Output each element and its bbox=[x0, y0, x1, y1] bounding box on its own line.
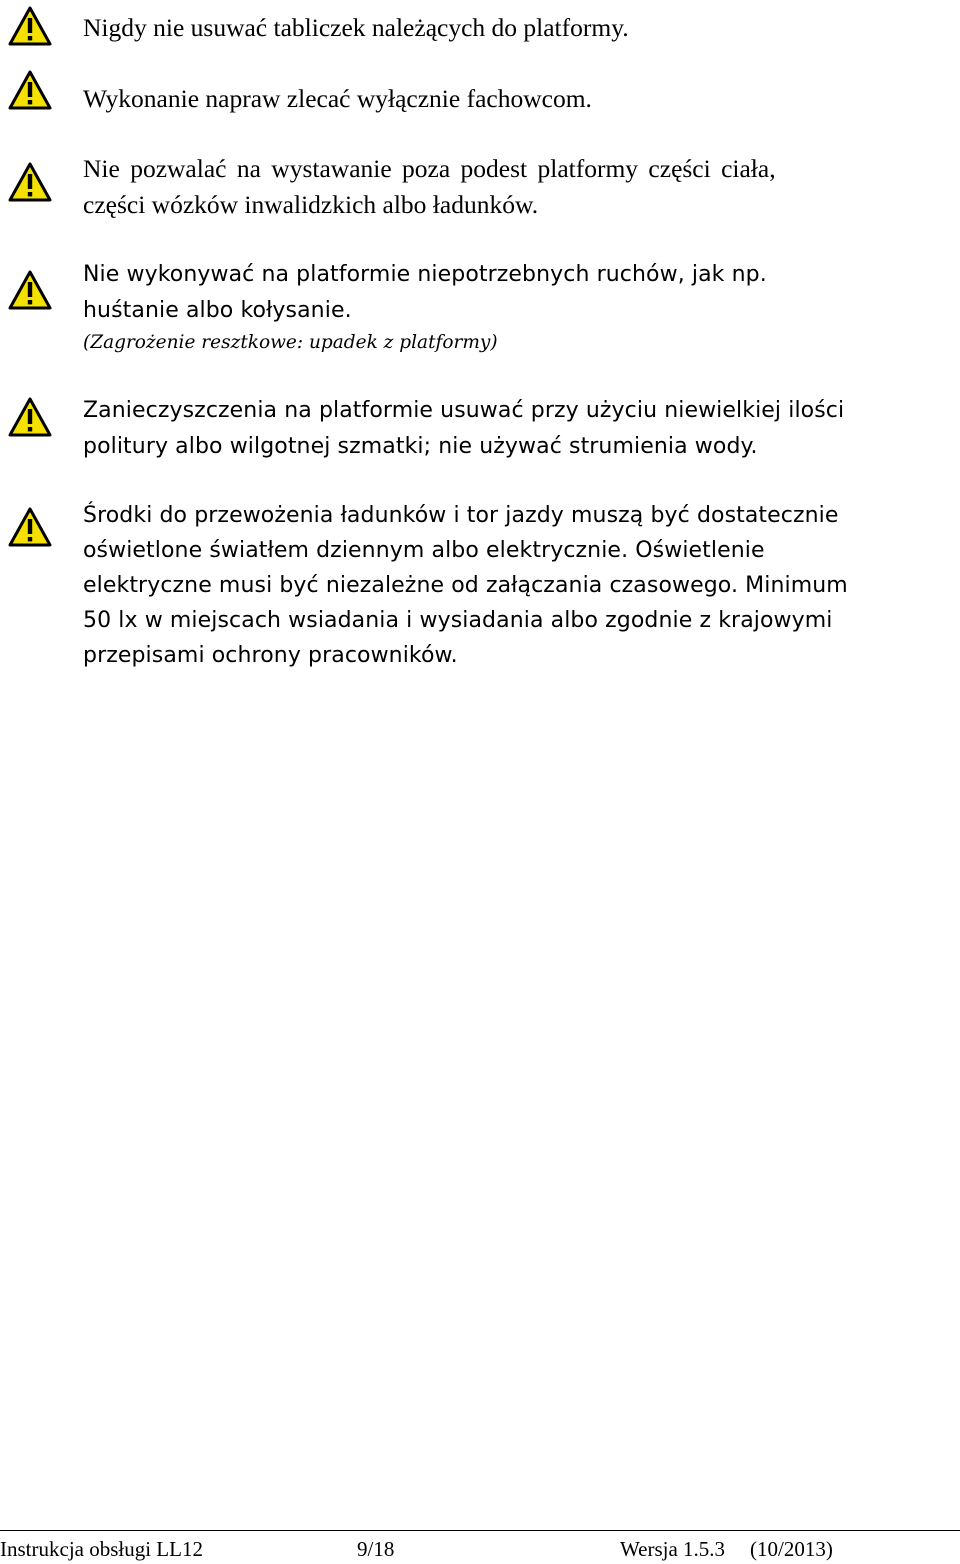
warning-triangle-icon bbox=[8, 270, 52, 310]
footer-date: (10/2013) bbox=[750, 1537, 833, 1561]
warning-text-line: części wózków inwalidzkich albo ładunków. bbox=[83, 190, 539, 219]
warning-text-line: przepisami ochrony pracowników. bbox=[83, 643, 458, 668]
warning-text-line: oświetlone światłem dziennym albo elektrycznie. Oświetlenie bbox=[83, 538, 765, 563]
warning-triangle-icon bbox=[8, 507, 52, 547]
page-footer bbox=[0, 1530, 960, 1564]
residual-risk-note: (Zagrożenie resztkowe: upadek z platformy) bbox=[83, 332, 498, 353]
warning-triangle-icon bbox=[8, 70, 52, 110]
warning-triangle-icon bbox=[8, 397, 52, 437]
warning-text-line: Nigdy nie usuwać tabliczek należących do platformy. bbox=[83, 13, 629, 42]
warning-text-line: Środki do przewożenia ładunków i tor jazdy muszą być dostatecznie bbox=[83, 503, 839, 528]
warning-triangle-icon bbox=[8, 6, 52, 46]
warning-text-line: 50 lx w miejscach wsiadania i wysiadania albo zgodnie z krajowymi bbox=[83, 608, 833, 633]
warning-text-line: Nie pozwalać na wystawanie poza podest platformy części ciała, bbox=[83, 154, 776, 183]
warning-text-line: huśtanie albo kołysanie. bbox=[83, 298, 352, 323]
footer-manual-title: Instrukcja obsługi LL12 bbox=[0, 1537, 203, 1561]
warning-text-line: politury albo wilgotnej szmatki; nie używać strumienia wody. bbox=[83, 434, 758, 459]
warning-text-line: Zanieczyszczenia na platformie usuwać przy użyciu niewielkiej ilości bbox=[83, 398, 845, 423]
warning-text-line: Wykonanie napraw zlecać wyłącznie fachowcom. bbox=[83, 84, 592, 113]
footer-page-number: 9/18 bbox=[357, 1537, 395, 1561]
warning-text-line: Nie wykonywać na platformie niepotrzebnych ruchów, jak np. bbox=[83, 262, 767, 287]
warning-triangle-icon bbox=[8, 162, 52, 202]
footer-version: Wersja 1.5.3 bbox=[620, 1537, 726, 1561]
warning-text-line: elektryczne musi być niezależne od załączania czasowego. Minimum bbox=[83, 573, 848, 598]
